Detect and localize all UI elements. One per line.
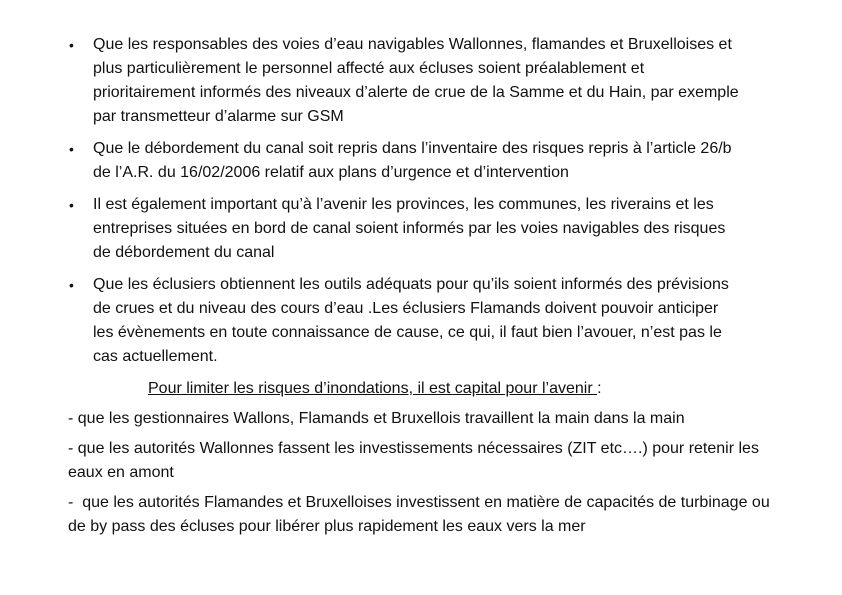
section-heading-colon: : xyxy=(597,380,602,397)
bullet-icon: • xyxy=(69,37,74,53)
dash-paragraph: - que les autorités Flamandes et Bruxelloises investissent en matière de capacités de turbinage ou de by pass des écluses pour libérer plus rapidement les eaux vers la mer xyxy=(68,494,775,535)
bullet-text: Il est également important qu’à l’avenir les provinces, les communes, les riverains et les entreprises situées en bord de canal soient informés par les voies navigables des risques de débordement du canal xyxy=(93,196,726,261)
section-heading xyxy=(148,377,782,401)
bullet-text: Que le débordement du canal soit repris dans l’inventaire des risques repris à l’article 26/b de l’A.R. du 16/02/2006 relatif aux plans d’urgence et d’intervention xyxy=(93,140,732,181)
bullet-list xyxy=(68,33,782,369)
bullet-item xyxy=(68,193,741,265)
dash-paragraph: - que les autorités Wallonnes fassent les investissements nécessaires (ZIT etc….) pour retenir les eaux en amont xyxy=(68,440,764,481)
section-heading-underlined-text: Pour limiter les risques d’inondations, il est capital pour l’avenir xyxy=(148,380,598,397)
bullet-icon: • xyxy=(69,277,74,293)
bullet-icon: • xyxy=(69,197,74,213)
bullet-text: Que les éclusiers obtiennent les outils adéquats pour qu’ils soient informés des prévisions de crues et du niveau des cours d’eau .Les éclusiers Flamands doivent pouvoir anticiper les évènements en toute connaissance de cause, ce qui, il faut bien l’avouer, n’est pas le cas actuellement. xyxy=(93,276,729,365)
bullet-item xyxy=(68,33,741,129)
bullet-text: Que les responsables des voies d’eau navigables Wallonnes, flamandes et Bruxelloises et plus particulièrement le personnel affecté aux écluses soient préalablement et prioritairement informés des niveaux d’alerte de crue de la Samme et du Hain, par exemple par transmetteur d’alarme sur GSM xyxy=(93,36,739,125)
bullet-icon: • xyxy=(69,141,74,157)
bullet-item xyxy=(68,273,741,369)
bullet-item xyxy=(68,137,741,185)
dash-paragraph: - que les gestionnaires Wallons, Flamands et Bruxellois travaillent la main dans la main xyxy=(68,410,685,427)
